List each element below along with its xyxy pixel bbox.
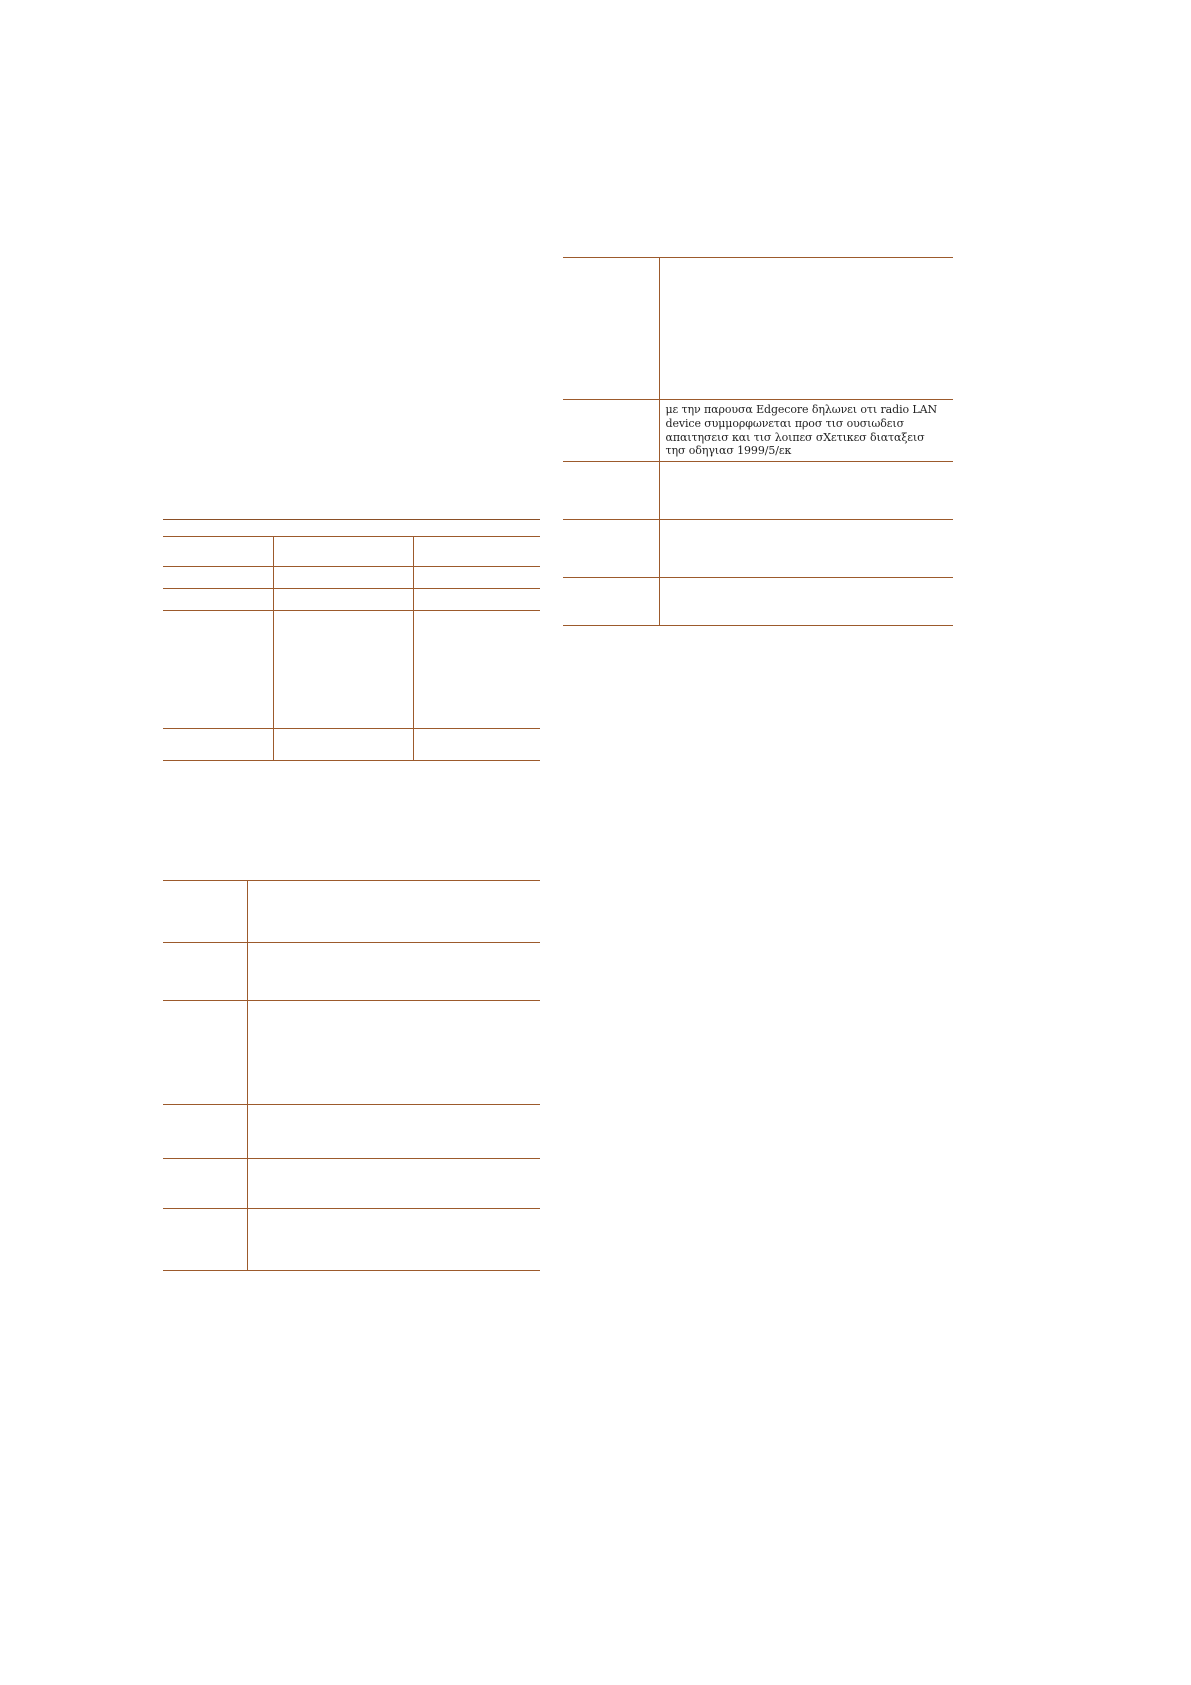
table-cell-label — [563, 578, 659, 626]
table-cell-label — [163, 1105, 247, 1159]
table-row — [163, 1209, 540, 1271]
compliance-spec-table — [163, 519, 540, 761]
table-cell-text — [659, 462, 953, 520]
table-row — [563, 462, 953, 520]
table-cell-text — [247, 1001, 540, 1105]
table-row — [163, 729, 540, 761]
table-row — [163, 881, 540, 943]
table-row — [163, 1105, 540, 1159]
table-row — [163, 611, 540, 729]
table-cell-label — [163, 943, 247, 1001]
table-cell-label — [163, 1209, 247, 1271]
table-cell — [273, 729, 413, 761]
table-cell-text — [247, 1105, 540, 1159]
table-cell-text — [659, 578, 953, 626]
table-row — [163, 943, 540, 1001]
table-cell-label — [563, 520, 659, 578]
table-cell-text — [247, 881, 540, 943]
table-cell-text — [247, 1209, 540, 1271]
table-cell — [273, 611, 413, 729]
table-row — [563, 258, 953, 400]
table-cell — [413, 567, 540, 589]
table-cell-text — [247, 943, 540, 1001]
table-cell-text — [659, 258, 953, 400]
table-cell — [413, 589, 540, 611]
table-cell-label — [563, 258, 659, 400]
table-row — [163, 1001, 540, 1105]
table-row — [163, 537, 540, 567]
table-cell — [273, 537, 413, 567]
table-row — [563, 400, 953, 462]
table-row — [163, 1159, 540, 1209]
table-cell-label — [563, 400, 659, 462]
table-row — [563, 520, 953, 578]
table-cell-greek-declaration: με την παρουσα Edgecore δηλωνει οτι radio LAN device συμμορφωνεται προσ τισ ουσιωδεισ απαιτησεισ και τισ λοιπεσ σΧετικεσ διαταξεισ τησ οδηγιασ 1999/5/εκ — [659, 400, 953, 462]
table-row — [163, 520, 540, 537]
table-cell — [163, 611, 273, 729]
table-cell — [163, 537, 273, 567]
table-row — [163, 567, 540, 589]
table-cell — [413, 537, 540, 567]
table-cell — [163, 589, 273, 611]
table-cell — [273, 589, 413, 611]
table-cell — [413, 611, 540, 729]
declaration-language-table — [163, 880, 540, 1271]
table-cell-text — [247, 1159, 540, 1209]
declaration-of-conformity-table — [563, 257, 953, 626]
table-cell — [413, 729, 540, 761]
table-row — [563, 578, 953, 626]
table-cell-label — [163, 1001, 247, 1105]
table-cell — [163, 729, 273, 761]
table-cell — [163, 567, 273, 589]
table-cell-text — [659, 520, 953, 578]
table-cell-label — [563, 462, 659, 520]
table-cell-label — [163, 881, 247, 943]
table-top-rule — [163, 520, 540, 537]
table-row — [163, 589, 540, 611]
table-cell — [273, 567, 413, 589]
table-cell-label — [163, 1159, 247, 1209]
